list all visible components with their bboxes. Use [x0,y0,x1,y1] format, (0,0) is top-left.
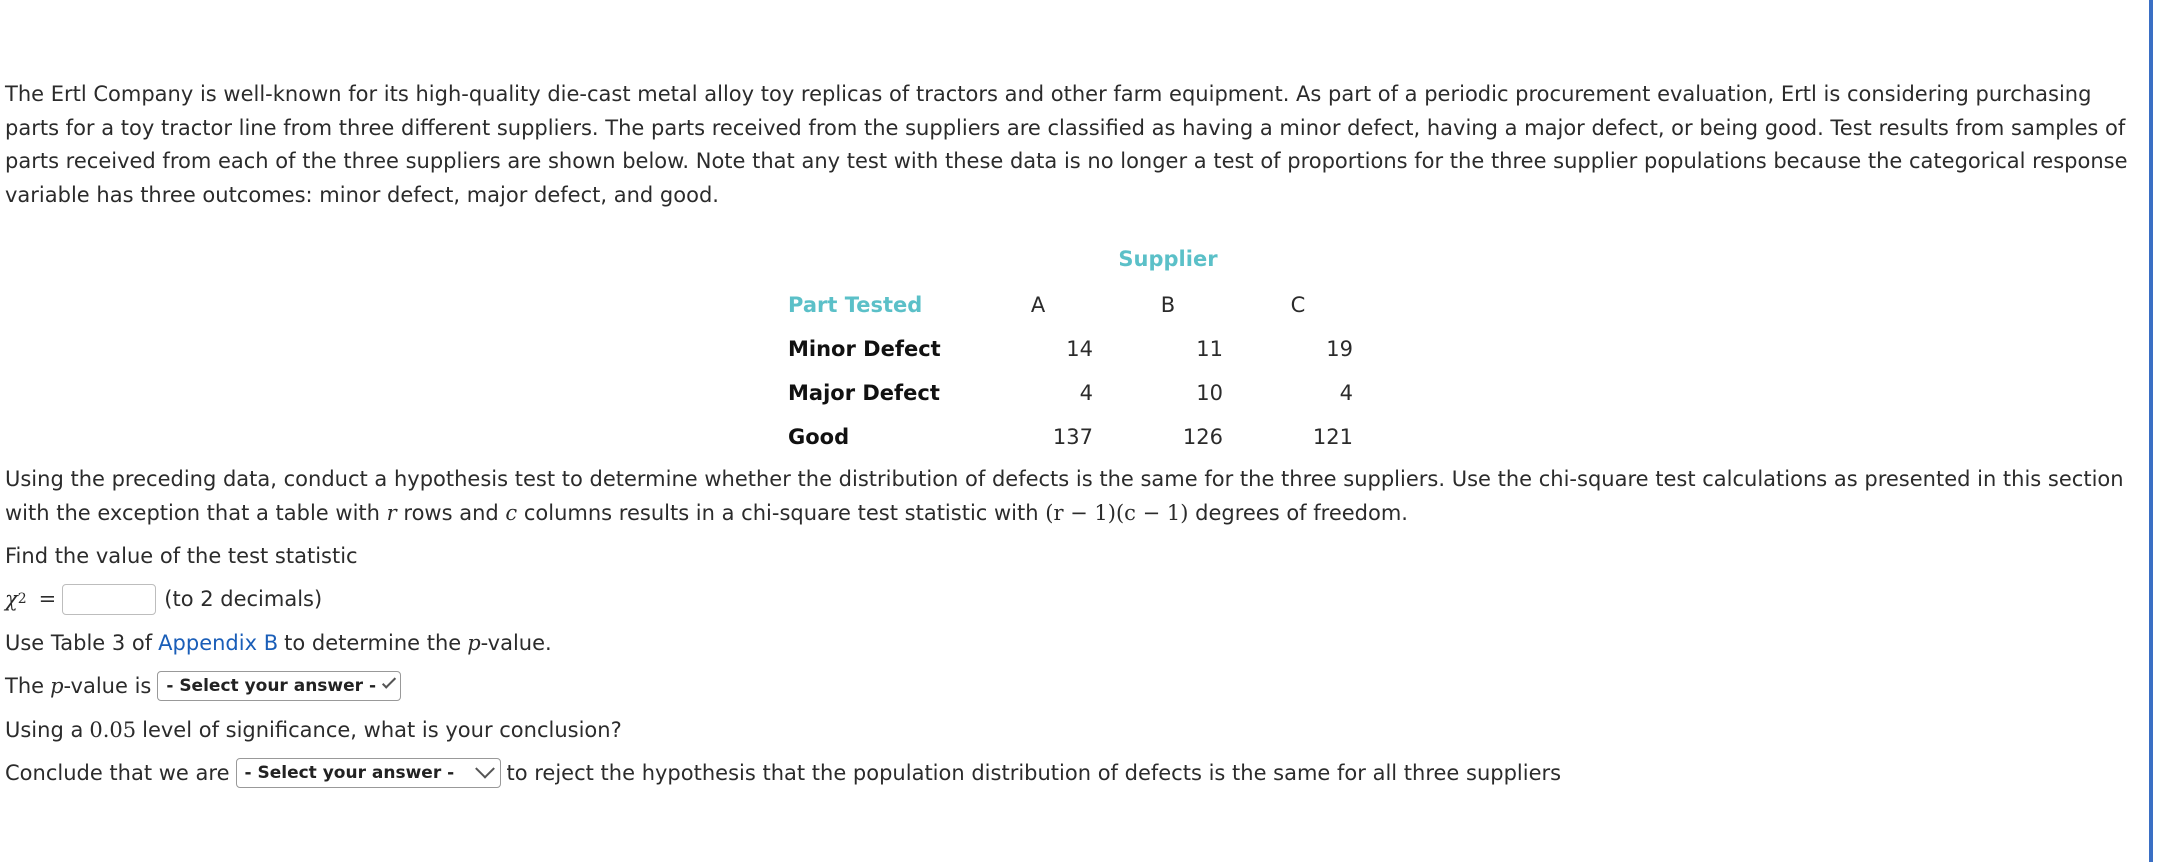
chevron-down-icon [382,675,396,689]
cell-value: 126 [1182,425,1223,449]
decimals-note: (to 2 decimals) [164,587,323,612]
cell-value: 14 [1066,337,1093,361]
part-tested-header: Part Tested [788,293,923,317]
column-c: C [1290,293,1306,317]
table-row [788,327,1363,371]
p-value-select[interactable]: - Select your answer - [157,671,401,701]
find-statistic-line: Find the value of the test statistic [5,543,358,568]
problem-content [5,78,2145,786]
intro-paragraph: The Ertl Company is well-known for its high-quality die-cast metal alloy toy replicas of tractors and other farm equipment. As part of a periodic procurement evaluation, Ertl is considering purchasing parts for a toy tractor line from three different suppliers. The parts received from the suppliers are classified as having a minor defect, having a major defect, or being good. Test results from samples of parts received from each of the three suppliers are shown below. Note that any test with these data is no longer a test of proportions for the three supplier populations because the categorical response variable has three outcomes: minor defect, major defect, and good. [5,82,2128,207]
table-row [788,415,1363,459]
table-reference-line: Use Table 3 of Appendix B to determine the p -value. [5,630,552,655]
cell-value: 121 [1312,425,1353,449]
cell-value: 137 [1052,425,1093,449]
chi-square-input[interactable] [62,584,156,615]
supplier-header: Supplier [1118,247,1218,271]
right-border [2149,0,2153,862]
p-value-line: The p -value is - Select your answer - [5,665,2145,709]
conclusion-select[interactable]: - Select your answer - [236,758,501,788]
column-a: A [1030,293,1046,317]
row-label: Major Defect [788,381,940,405]
cell-value: 4 [1339,381,1353,405]
cell-value: 4 [1079,381,1093,405]
conclusion-line: Conclude that we are - Select your answer - to reject the hypothesis that the population distribution of defects is the same for all three suppliers [5,752,2145,796]
chevron-down-icon [475,759,495,779]
supplier-table [788,235,1363,459]
degrees-formula: (r − 1)(c − 1) [1045,500,1189,525]
var-r: r [386,500,397,525]
appendix-b-link[interactable]: Appendix B [158,630,279,655]
var-c: c [505,500,518,525]
row-label: Good [788,425,850,449]
significance-line: Using a 0.05 level of significance, what is your conclusion? [5,717,622,742]
cell-value: 10 [1196,381,1223,405]
chi-square-line [5,578,2145,622]
instructions-paragraph: Using the preceding data, conduct a hypothesis test to determine whether the distribution of defects is the same for the three suppliers. Use the chi-square test calculations as presented in this section with the exception that a table with r rows and c columns results in a chi-square test statistic with (r − 1)(c − 1) degrees of freedom. [5,467,2124,525]
cell-value: 11 [1196,337,1223,361]
question-section [5,463,2145,795]
chi-symbol: χ [5,587,18,612]
table-row [788,371,1363,415]
row-label: Minor Defect [788,337,941,361]
alpha-value: 0.05 [89,717,137,742]
cell-value: 19 [1326,337,1353,361]
equals-sign: = [38,587,57,612]
column-b: B [1160,293,1176,317]
chi-exponent: 2 [17,591,27,608]
